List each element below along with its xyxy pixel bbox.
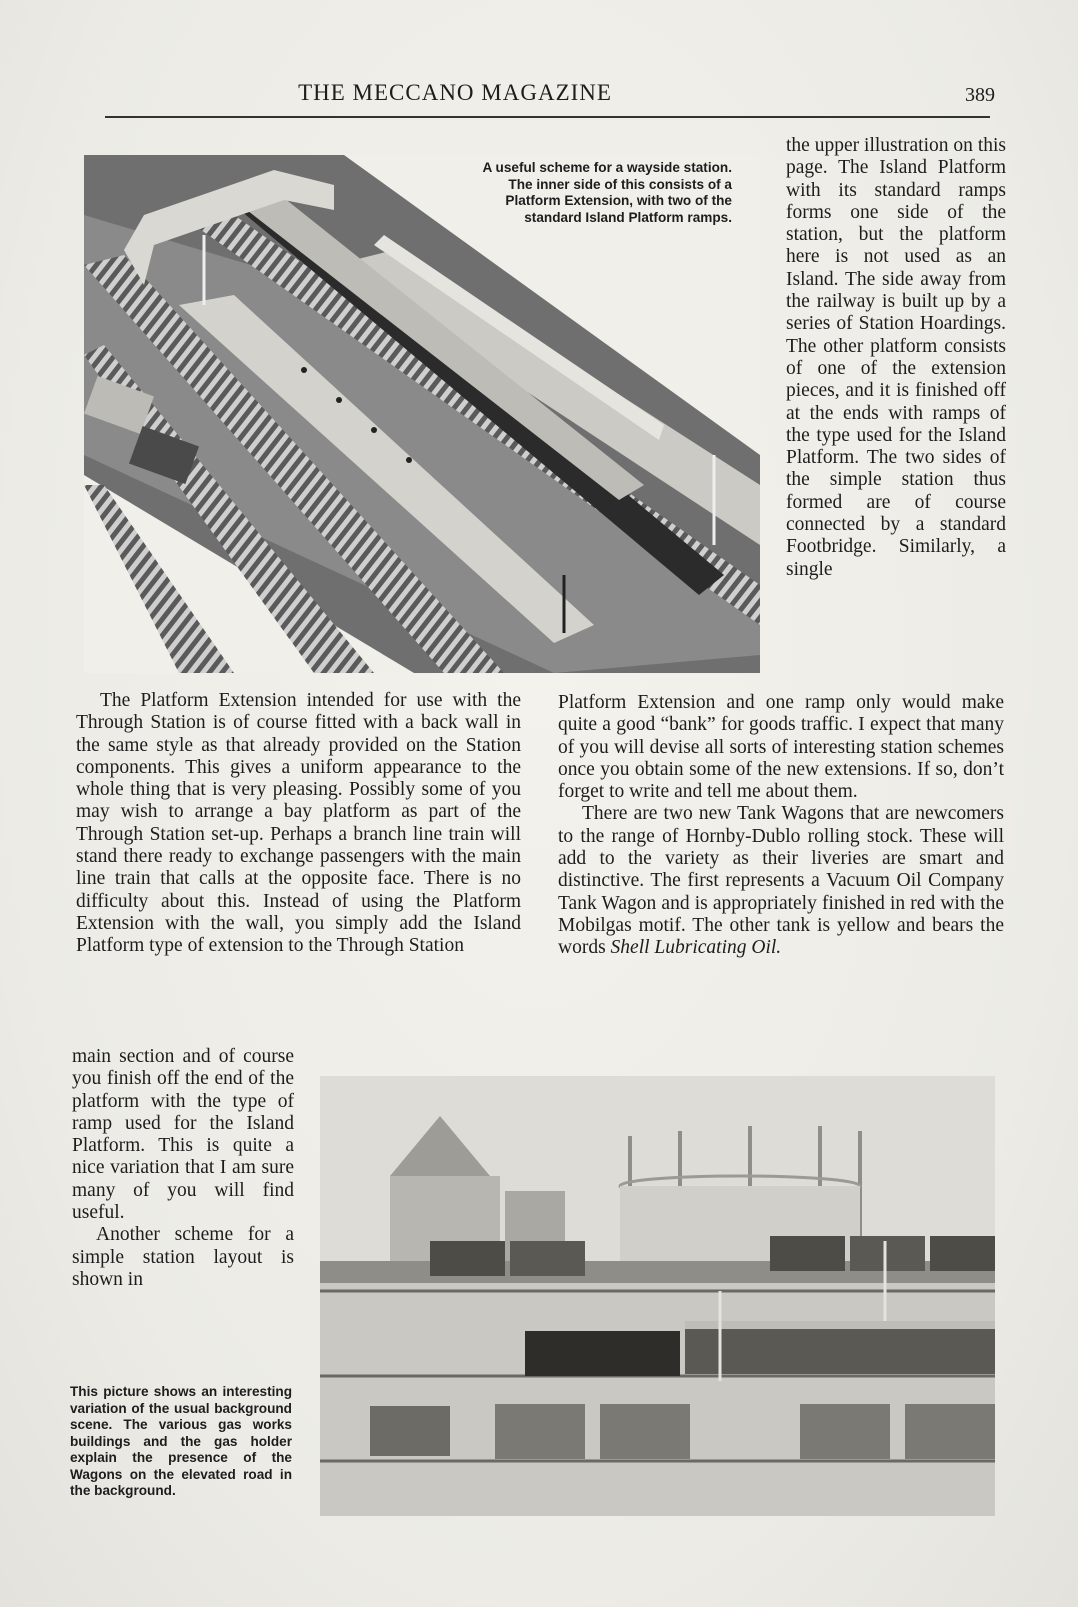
gas-works-photo: [320, 1076, 995, 1516]
page-header: [95, 80, 995, 116]
paragraph-platform-extension: The Platform Extension intended for use with the Through Station is of course fitted with a back wall in the same style as that already provided on the Station components. This gives a uniform appearance to the whole thing that is very pleasing. Possibly some of you may wish to arrange a bay platform as part of the Through Station set-up. Perhaps a branch line train will stand there ready to exchange passengers with the main line train that calls at the opposite face. There is no difficulty about this. Instead of using the Platform Extension with the wall, you simply add the Island Platform type of extension to the Through Station: [76, 690, 521, 957]
page-number: 389: [965, 84, 995, 106]
top-photo-caption: A useful scheme for a wayside station. The inner side of this consists of a Platform Extension, with two of the standard Island Platform ramps.: [482, 160, 732, 225]
right-column-text: [558, 692, 1004, 960]
paragraph-main-section: main section and of course you finish off the end of the platform with the type of ramp used for the Island Platform. This is quite a nice variation that I am sure many of you will find useful.: [72, 1046, 294, 1224]
paragraph-tank-wagons: [558, 803, 1004, 959]
bottom-photo-caption: This picture shows an interesting variation of the usual background scene. The various gas works buildings and the gas holder explain the presence of the Wagons on the elevated road in the background.: [70, 1384, 292, 1498]
shell-lubricating-oil-text: Shell Lubricating Oil.: [610, 937, 782, 959]
right-column-top-text: the upper illustration on this page. The Island Platform with its standard ramps forms one side of the station, but the platform here is not used as an Island. The side away from the railway is built up by a series of Station Hoardings. The other platform consists of one of the extension pieces, and it is finished off at the ends with ramps of the type used for the Island Platform. The two sides of the simple station thus formed are of course connected by a standard Footbridge. Similarly, a single: [786, 135, 1006, 580]
magazine-title: THE MECCANO MAGAZINE: [298, 80, 612, 105]
header-rule: [105, 116, 990, 118]
paragraph-another-scheme: Another scheme for a simple station layout is shown in: [72, 1224, 294, 1290]
left-column-narrow: [72, 1046, 294, 1291]
paragraph-bank-goods: Platform Extension and one ramp only would make quite a good “bank” for goods traffic. I expect that many of you will devise all sorts of interesting station schemes once you obtain some of the new extensions. If so, don’t forget to write and tell me about them.: [558, 692, 1004, 803]
wayside-station-photo: [84, 155, 760, 673]
left-column-text: [76, 690, 521, 958]
tank-wagons-text: There are two new Tank Wagons that are newcomers to the range of Hornby-Dublo rolling stock. These will add to the variety as their liveries are smart and distinctive. The first represents a Vacuum Oil Company Tank Wagon and is appropriately finished in red with the Mobilgas motif. The other tank is yellow and bears the words: [558, 803, 1004, 959]
